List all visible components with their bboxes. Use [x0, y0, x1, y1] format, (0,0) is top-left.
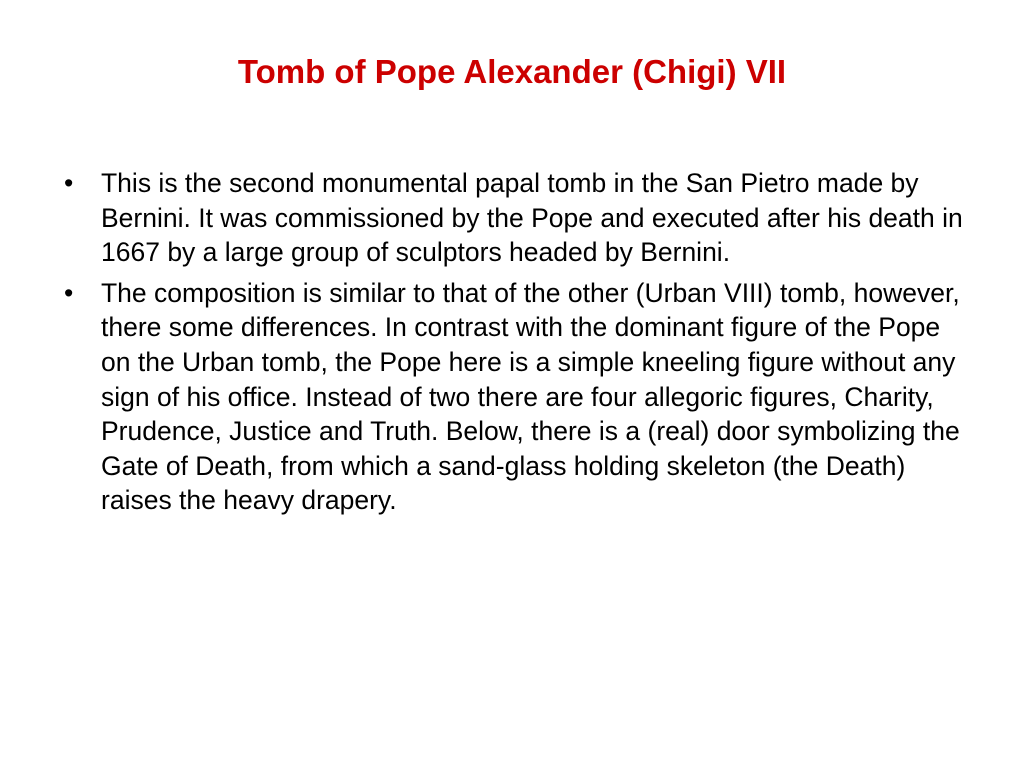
bullet-marker: • — [64, 168, 74, 198]
bullet-text-2: The composition is similar to that of the other (Urban VIII) tomb, however, there some differences. In contrast with the dominant figure of the Pope on the Urban tomb, the Pope here is a simple kneeling figure without any sign of his office. Instead of two there are four allegoric figures, Charity, Prudence, Justice and Truth. Below, there is a (real) door symbolizing the Gate of Death, from which a sand-glass holding skeleton (the Death) raises the heavy drapery. — [101, 277, 960, 516]
bullet-list — [64, 166, 974, 524]
slide-title: Tomb of Pope Alexander (Chigi) VII — [237, 53, 787, 90]
bullet-text-1: This is the second monumental papal tomb in the San Pietro made by Bernini. It was commissioned by the Pope and executed after his death in 1667 by a large group of sculptors headed by Bernini. — [101, 168, 963, 268]
bullet-marker: • — [64, 277, 74, 308]
bullet-item-1 — [64, 166, 974, 270]
bullet-item-2 — [64, 276, 974, 518]
